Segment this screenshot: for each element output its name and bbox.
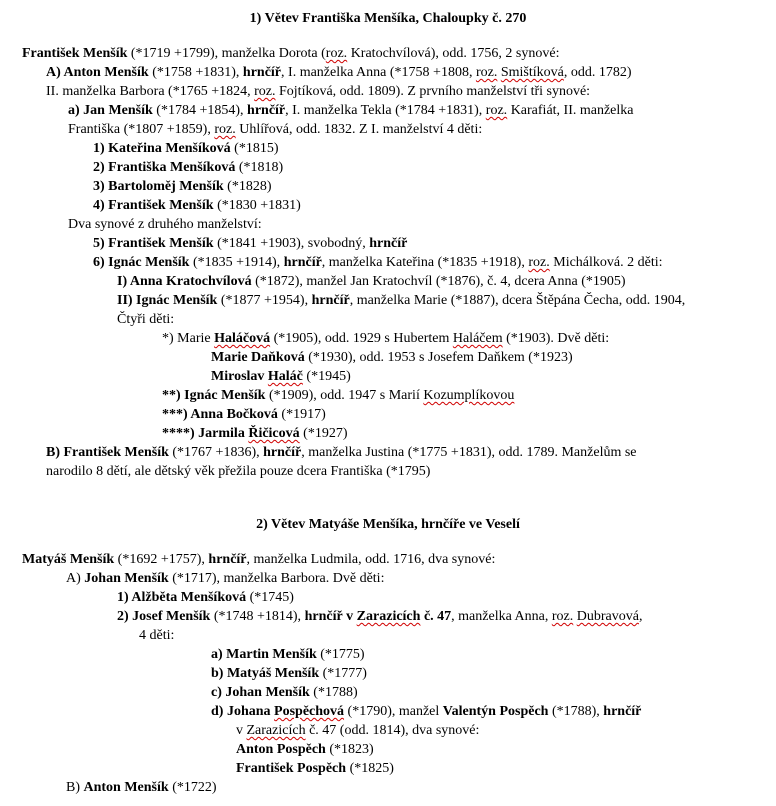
text-run: A) <box>66 571 85 586</box>
section-1-heading: 1) Větev Františka Menšíka, Chaloupky č. 270 <box>249 11 527 26</box>
text-run: (*1748 +1814), <box>210 609 305 624</box>
section-1-line <box>46 444 637 462</box>
text-run: , manželka Anna, <box>451 609 552 624</box>
section-1-line <box>162 406 326 424</box>
section-1-line <box>162 425 347 443</box>
text-run: (*1692 +1757), <box>114 552 209 567</box>
text-run: hrnčíř <box>369 236 408 251</box>
text-run: (*1823) <box>325 742 374 757</box>
section-2-line <box>236 741 374 759</box>
flagged-word: roz. <box>485 103 508 118</box>
text-run: (*1719 +1799), manželka Dorota ( <box>127 46 326 61</box>
flagged-word: Zarazicích <box>356 609 421 624</box>
section-2-line <box>66 779 217 797</box>
text-run: (*1758 +1831), <box>148 65 243 80</box>
text-run: hrnčíř <box>263 445 302 460</box>
section-1-line <box>117 292 685 310</box>
section-2-line <box>236 722 479 740</box>
text-run: (*1722) <box>168 780 217 795</box>
text-run: **) Ignác Menšík <box>162 388 266 403</box>
section-2-line <box>117 589 294 607</box>
section-2-line <box>117 608 642 626</box>
text-run: hrnčíř <box>208 552 247 567</box>
text-run: B) František Menšík <box>46 445 169 460</box>
text-run: *) Marie <box>162 331 215 346</box>
text-run: Michálková. 2 děti: <box>549 255 663 270</box>
section-2-line <box>211 665 367 683</box>
flagged-word: roz. <box>528 255 550 270</box>
text-run: , manželka Marie (*1887), dcera Štěpána Čecha, odd. 1904, <box>349 293 686 308</box>
text-run: (*1717), manželka Barbora. Dvě děti: <box>168 571 385 586</box>
text-run: (*1917) <box>277 407 326 422</box>
section-2-line <box>211 703 641 721</box>
text-run: (*1835 +1914), <box>189 255 284 270</box>
section-1-line <box>93 140 278 158</box>
section-2-line <box>211 684 358 702</box>
text-run: č. 47 <box>420 609 452 624</box>
text-run: 4 děti: <box>139 628 175 643</box>
text-run: B) <box>66 780 84 795</box>
section-1-line <box>211 349 573 367</box>
section-2-line <box>236 760 394 778</box>
text-run: (*1945) <box>302 369 351 384</box>
text-run: (*1903). Dvě děti: <box>502 331 610 346</box>
text-run: (*1788) <box>309 685 358 700</box>
text-run: hrnčíř <box>603 704 642 719</box>
text-run: 1) Alžběta Menšíková <box>117 590 247 605</box>
flagged-word: Zarazicích <box>246 723 306 738</box>
text-run: č. 47 (odd. 1814), dva synové: <box>305 723 480 738</box>
text-run: Matyáš Menšík <box>22 552 115 567</box>
flagged-word: Řičicová <box>248 426 300 441</box>
flagged-word: Dubravová <box>576 609 639 624</box>
text-run: (*1767 +1836), <box>168 445 264 460</box>
text-run: b) Matyáš Menšík <box>211 666 320 681</box>
text-run: , <box>638 609 643 624</box>
text-run: Karafiát, II. manželka <box>507 103 634 118</box>
flagged-word: roz. <box>254 84 276 99</box>
section-1-line <box>93 178 271 196</box>
text-run: Uhlířová, odd. 1832. Z I. manželství 4 děti: <box>235 122 483 137</box>
text-run: narodilo 8 dětí, ale dětský věk přežila pouze dcera Františka (*1795) <box>46 464 431 479</box>
flagged-word: Pospěchová <box>274 704 345 719</box>
text-run: I) Anna Kratochvílová <box>117 274 252 289</box>
section-1-line <box>22 45 559 63</box>
text-run: ***) Anna Bočková <box>162 407 278 422</box>
section-1-line <box>117 273 626 291</box>
text-run: 3) Bartoloměj Menšík <box>93 179 224 194</box>
text-run: hrnčíř <box>247 103 286 118</box>
section-2-line <box>211 646 365 664</box>
text-run: (*1825) <box>346 761 394 776</box>
text-run: Johan Menšík <box>84 571 169 586</box>
text-run: , manželka Ludmila, odd. 1716, dva synové: <box>246 552 496 567</box>
text-run: (*1828) <box>223 179 272 194</box>
section-1-line <box>68 121 482 139</box>
section-1-line <box>46 64 632 82</box>
text-run: Fojtíková, odd. 1809). Z prvního manželství tři synové: <box>275 84 591 99</box>
text-run: Marie Daňková <box>211 350 305 365</box>
section-1-line <box>93 159 283 177</box>
section-1-line <box>46 463 430 481</box>
text-run: , odd. 1782) <box>563 65 632 80</box>
text-run: Valentýn Pospěch <box>442 704 549 719</box>
text-run: (*1818) <box>235 160 284 175</box>
text-run: (*1927) <box>299 426 348 441</box>
section-1-line <box>68 102 634 120</box>
flagged-word: roz. <box>214 122 236 137</box>
text-run: (*1830 +1831) <box>213 198 301 213</box>
text-run: , manželka Kateřina (*1835 +1918), <box>321 255 529 270</box>
text-run: 5) František Menšík <box>93 236 214 251</box>
text-run: 2) Josef Menšík <box>117 609 211 624</box>
text-run: a) Martin Menšík <box>211 647 317 662</box>
text-run: 4) František Menšík <box>93 198 214 213</box>
section-2-line <box>22 551 495 569</box>
flagged-word: Kozumplíkovou <box>423 388 515 403</box>
text-run: A) Anton Menšík <box>46 65 149 80</box>
flagged-word: roz. <box>475 65 498 80</box>
section-2-line <box>139 627 174 645</box>
text-run: 1) Kateřina Menšíková <box>93 141 231 156</box>
text-run: v <box>236 723 247 738</box>
flagged-word: roz. <box>551 609 574 624</box>
text-run: František Menšík <box>22 46 128 61</box>
section-1-line <box>46 83 590 101</box>
text-run: (*1877 +1954), <box>217 293 312 308</box>
section-2-heading: 2) Větev Matyáše Menšíka, hrnčíře ve Veselí <box>256 517 520 532</box>
text-run: , I. manželka Tekla (*1784 +1831), <box>285 103 486 118</box>
text-run: (*1775) <box>316 647 365 662</box>
text-run: František Pospěch <box>236 761 347 776</box>
text-run: Dva synové z druhého manželství: <box>68 217 262 232</box>
flagged-word: Haláčová <box>214 331 271 346</box>
text-run: hrnčíř <box>311 293 350 308</box>
section-1-line <box>117 311 174 329</box>
text-run: Františka (*1807 +1859), <box>68 122 215 137</box>
section-1-line <box>93 254 663 272</box>
text-run: (*1790), manžel <box>344 704 443 719</box>
text-run: Anton Pospěch <box>236 742 326 757</box>
text-run: a) Jan Menšík <box>68 103 153 118</box>
text-run: hrnčíř <box>242 65 282 80</box>
flagged-word: Haláčem <box>452 331 503 346</box>
text-run: c) Johan Menšík <box>211 685 310 700</box>
text-run: (*1788), <box>548 704 604 719</box>
section-1-line <box>211 368 351 386</box>
text-run: 2) Františka Menšíková <box>93 160 236 175</box>
text-run: 6) Ignác Menšík <box>93 255 190 270</box>
text-run: Miroslav <box>211 369 268 384</box>
text-run: II) Ignác Menšík <box>117 293 218 308</box>
section-1-line <box>162 330 609 348</box>
section-1-line <box>93 235 407 253</box>
text-run: (*1909), odd. 1947 s Marií <box>265 388 424 403</box>
section-2-line <box>66 570 384 588</box>
text-run: (*1872), manžel Jan Kratochvíl (*1876), č. 4, dcera Anna (*1905) <box>251 274 626 289</box>
text-run: , manželka Justina (*1775 +1831), odd. 1789. Manželům se <box>301 445 637 460</box>
text-run: Anton Menšík <box>83 780 169 795</box>
text-run: Čtyři děti: <box>117 312 175 327</box>
text-run: ****) Jarmila <box>162 426 249 441</box>
text-run: II. manželka Barbora (*1765 +1824, <box>46 84 255 99</box>
section-1-line <box>68 216 262 234</box>
text-run: hrnčíř <box>283 255 322 270</box>
section-1-line <box>162 387 514 405</box>
text-run: (*1777) <box>319 666 367 681</box>
text-run: hrnčíř v <box>304 609 357 624</box>
text-run: Kratochvílová), odd. 1756, 2 synové: <box>347 46 560 61</box>
text-run: (*1905), odd. 1929 s Hubertem <box>270 331 453 346</box>
flagged-word: Haláč <box>267 369 303 384</box>
text-run: , I. manželka Anna (*1758 +1808, <box>281 65 476 80</box>
flagged-word: roz. <box>325 46 348 61</box>
text-run: (*1841 +1903), svobodný, <box>213 236 370 251</box>
text-run: d) Johana <box>211 704 275 719</box>
text-run: (*1815) <box>230 141 279 156</box>
text-run: (*1784 +1854), <box>152 103 248 118</box>
text-run: (*1745) <box>246 590 294 605</box>
flagged-word: Smištíková <box>500 65 564 80</box>
text-run: (*1930), odd. 1953 s Josefem Daňkem (*1923) <box>304 350 573 365</box>
section-1-line <box>93 197 301 215</box>
